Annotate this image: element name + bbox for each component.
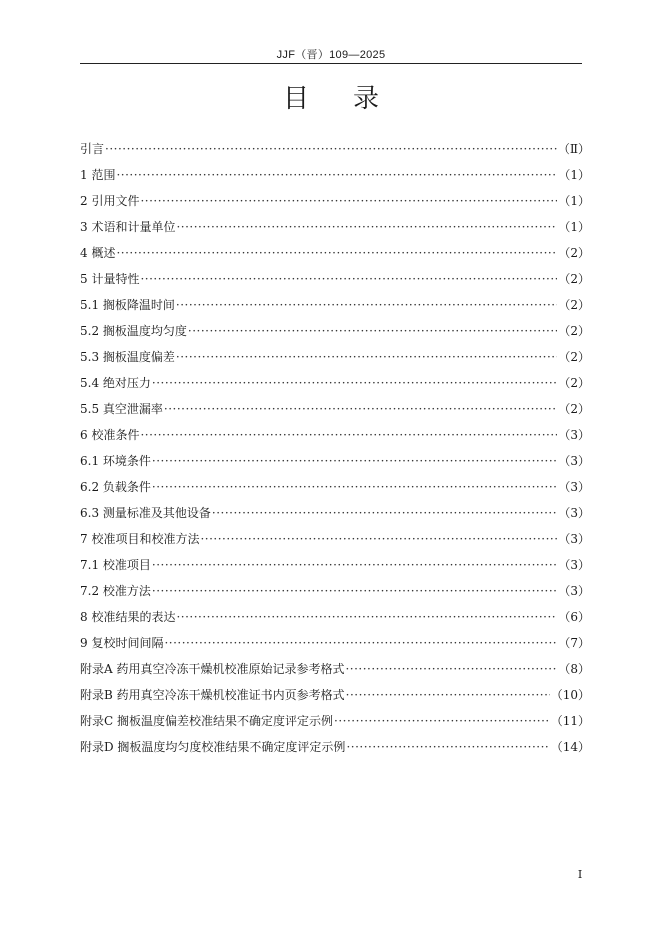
toc-entry-label: 8 校准结果的表达: [80, 610, 176, 624]
toc-entry-page: （3）: [558, 584, 590, 598]
toc-entry-page: （2）: [558, 324, 590, 338]
toc-entry[interactable]: [80, 581, 590, 607]
toc-entry-page: （3）: [558, 480, 590, 494]
toc-entry-label: 4 概述: [80, 246, 116, 260]
toc-entry-page: （2）: [558, 376, 590, 390]
toc-entry-page: （2）: [558, 350, 590, 364]
toc-entry-page: （14）: [550, 740, 590, 754]
document-code-header: JJF（晋）109—2025: [276, 49, 386, 61]
toc-dot-leader: [116, 243, 557, 263]
toc-entry-page: （3）: [558, 506, 590, 520]
toc-entry-label: 5.5 真空泄漏率: [80, 402, 163, 416]
toc-entry[interactable]: [80, 555, 590, 581]
toc-entry-label: 6.1 环境条件: [80, 454, 151, 468]
toc-entry-page: （3）: [558, 532, 590, 546]
toc-entry[interactable]: [80, 347, 590, 373]
page-number: Ⅰ: [577, 868, 583, 881]
toc-entry[interactable]: [80, 243, 590, 269]
toc-entry-label: 5.4 绝对压力: [80, 376, 151, 390]
toc-entry[interactable]: [80, 269, 590, 295]
toc-dot-leader: [152, 581, 557, 601]
toc-entry-label: 9 复校时间间隔: [80, 636, 164, 650]
toc-entry-page: （11）: [550, 714, 590, 728]
toc-entry[interactable]: [80, 711, 590, 737]
toc-entry-page: （Ⅱ）: [557, 142, 590, 156]
toc-entry[interactable]: [80, 737, 590, 763]
toc-dot-leader: [164, 633, 557, 653]
toc-entry-page: （7）: [558, 636, 590, 650]
toc-entry-label: 3 术语和计量单位: [80, 220, 176, 234]
toc-entry-page: （3）: [558, 428, 590, 442]
toc-entry-label: 5.3 搁板温度偏差: [80, 350, 175, 364]
toc-entry-page: （10）: [550, 688, 590, 702]
toc-entry[interactable]: [80, 477, 590, 503]
toc-dot-leader: [176, 607, 557, 627]
toc-dot-leader: [140, 425, 557, 445]
toc-entry[interactable]: [80, 503, 590, 529]
toc-entry-label: 附录A 药用真空冷冻干燥机校准原始记录参考格式: [80, 662, 345, 676]
toc-dot-leader: [176, 295, 557, 315]
toc-entry-label: 附录D 搁板温度均匀度校准结果不确定度评定示例: [80, 740, 346, 754]
toc-dot-leader: [346, 685, 550, 705]
toc-entry-page: （1）: [558, 220, 590, 234]
toc-entry[interactable]: [80, 295, 590, 321]
toc-entry-label: 5.1 搁板降温时间: [80, 298, 175, 312]
toc-entry-label: 7.1 校准项目: [80, 558, 151, 572]
toc-entry[interactable]: [80, 633, 590, 659]
toc-dot-leader: [152, 555, 557, 575]
toc-entry-label: 附录B 药用真空冷冻干燥机校准证书内页参考格式: [80, 688, 345, 702]
toc-entry-page: （2）: [558, 298, 590, 312]
toc-dot-leader: [116, 165, 557, 185]
toc-entry-label: 2 引用文件: [80, 194, 140, 208]
toc-entry[interactable]: [80, 191, 590, 217]
toc-entry[interactable]: [80, 451, 590, 477]
toc-entry-label: 引言: [80, 142, 105, 156]
toc-dot-leader: [346, 737, 549, 757]
toc-dot-leader: [105, 139, 557, 159]
toc-entry-label: 5.2 搁板温度均匀度: [80, 324, 187, 338]
toc-entry-page: （2）: [558, 272, 590, 286]
toc-entry-label: 6 校准条件: [80, 428, 140, 442]
toc-entry[interactable]: [80, 529, 590, 555]
toc-dot-leader: [140, 191, 557, 211]
toc-entry-label: 7.2 校准方法: [80, 584, 151, 598]
toc-dot-leader: [188, 321, 557, 341]
toc-dot-leader: [212, 503, 557, 523]
toc-entry[interactable]: [80, 399, 590, 425]
toc-entry[interactable]: [80, 607, 590, 633]
toc-entry[interactable]: [80, 165, 590, 191]
toc-entry-page: （8）: [558, 662, 590, 676]
toc-entry-page: （1）: [558, 168, 590, 182]
toc-entry[interactable]: [80, 373, 590, 399]
toc-dot-leader: [152, 477, 557, 497]
toc-dot-leader: [152, 451, 557, 471]
page-title: 目录: [282, 84, 423, 114]
toc-dot-leader: [152, 373, 557, 393]
toc-entry-page: （2）: [558, 246, 590, 260]
toc-entry-label: 6.2 负载条件: [80, 480, 151, 494]
toc-entry[interactable]: [80, 217, 590, 243]
toc-entry-page: （3）: [558, 558, 590, 572]
toc-dot-leader: [200, 529, 557, 549]
header-rule: [80, 63, 582, 64]
toc-entry-page: （3）: [558, 454, 590, 468]
toc-entry-page: （6）: [558, 610, 590, 624]
toc-entry[interactable]: [80, 139, 590, 165]
toc-entry[interactable]: [80, 321, 590, 347]
toc-entry-label: 6.3 测量标准及其他设备: [80, 506, 211, 520]
toc-dot-leader: [345, 659, 557, 679]
toc-entry[interactable]: [80, 659, 590, 685]
toc-entry-label: 7 校准项目和校准方法: [80, 532, 200, 546]
toc-entry[interactable]: [80, 685, 590, 711]
toc-entry-label: 5 计量特性: [80, 272, 140, 286]
toc-dot-leader: [140, 269, 557, 289]
toc-dot-leader: [176, 217, 557, 237]
toc-dot-leader: [334, 711, 550, 731]
toc-entry-page: （1）: [558, 194, 590, 208]
toc-entry-page: （2）: [558, 402, 590, 416]
toc-dot-leader: [164, 399, 557, 419]
toc-entry[interactable]: [80, 425, 590, 451]
table-of-contents: [80, 139, 590, 763]
toc-entry-label: 1 范围: [80, 168, 116, 182]
toc-entry-label: 附录C 搁板温度偏差校准结果不确定度评定示例: [80, 714, 333, 728]
toc-dot-leader: [176, 347, 557, 367]
